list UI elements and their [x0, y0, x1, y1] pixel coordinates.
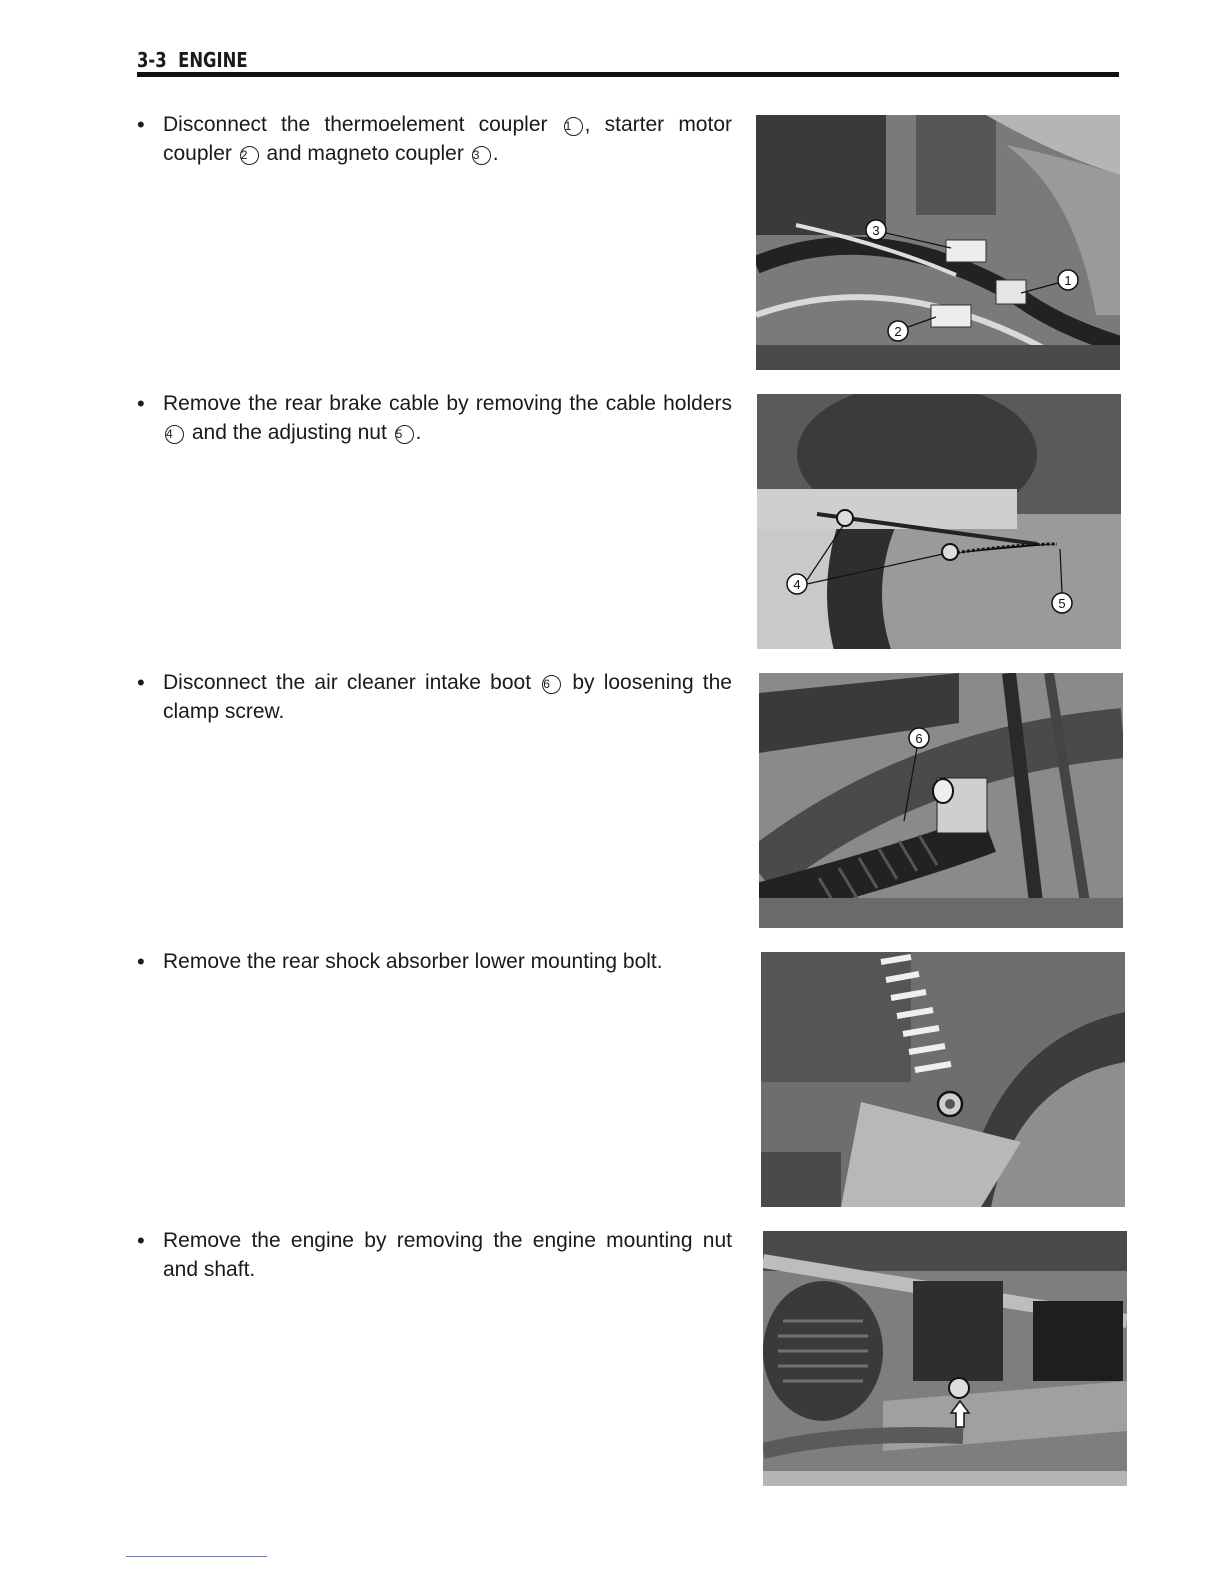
step-2 [137, 389, 732, 447]
step-4 [137, 947, 732, 976]
step-text: Remove the rear brake cable by removing the cable holders 4 and the adjusting nut 5 . [163, 392, 732, 444]
callout-2-label: 2 [894, 324, 902, 339]
callout-ref-5: 5 [395, 425, 414, 444]
callout-3-label: 3 [872, 223, 880, 238]
page-header [137, 48, 1119, 72]
step-text: Remove the rear shock absorber lower mounting bolt. [163, 950, 663, 973]
header-rule [137, 72, 1119, 77]
callout-6-label: 6 [915, 731, 923, 746]
step-1 [137, 110, 732, 168]
step-text: Remove the engine by removing the engine mounting nut and shaft. [163, 1229, 732, 1281]
photo-brake-cable [757, 394, 1121, 649]
callout-ref-1: 1 [564, 117, 583, 136]
section-title: ENGINE [178, 48, 248, 72]
photo-shock-absorber [761, 952, 1125, 1207]
callout-1-label: 1 [1064, 273, 1072, 288]
bullet: • [137, 949, 145, 974]
step-3 [137, 668, 732, 726]
bullet: • [137, 391, 145, 416]
callout-ref-6: 6 [542, 675, 561, 694]
step-text: Disconnect the thermoelement coupler 1 , starter motor coupler 2 and magneto coupler 3 . [163, 113, 732, 165]
bullet: • [137, 670, 145, 695]
step-text: Disconnect the air cleaner intake boot 6 by loosening the clamp screw. [163, 671, 732, 723]
footer-rule [126, 1556, 267, 1557]
callout-ref-4: 4 [165, 425, 184, 444]
header-title [137, 48, 259, 72]
callout-ref-3: 3 [472, 146, 491, 165]
bullet: • [137, 1228, 145, 1253]
page-number: 3-3 [137, 48, 167, 72]
callout-4-label: 4 [793, 577, 801, 592]
callout-ref-2: 2 [240, 146, 259, 165]
photo-engine-mount [763, 1231, 1127, 1486]
step-5 [137, 1226, 732, 1284]
photo-intake-boot [759, 673, 1123, 928]
callout-5-label: 5 [1058, 596, 1066, 611]
bullet: • [137, 112, 145, 137]
photo-couplers [756, 115, 1120, 370]
